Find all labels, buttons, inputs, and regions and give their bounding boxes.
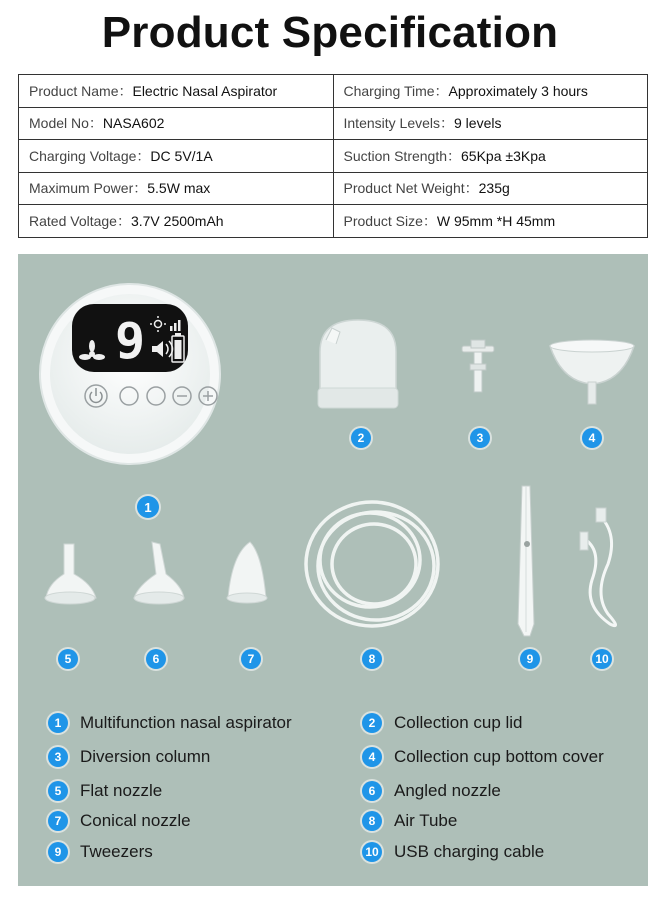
- angled-nozzle: [134, 542, 184, 604]
- legend-label: Flat nozzle: [80, 781, 163, 800]
- spec-table: [18, 74, 648, 238]
- legend-badge: 8: [362, 811, 382, 831]
- badge-8: 8: [362, 649, 382, 669]
- legend-item: [48, 712, 292, 734]
- badge-3: 3: [470, 428, 490, 448]
- legend-item: [362, 810, 457, 832]
- legend-badge: 1: [48, 713, 68, 733]
- air-tube: [306, 502, 438, 626]
- flat-nozzle: [45, 544, 96, 604]
- page-title: Product Specification: [101, 8, 559, 57]
- badge-7: 7: [241, 649, 261, 669]
- legend-label: Collection cup lid: [394, 713, 523, 732]
- spec-cell: Maximum Power：5.5W max: [19, 172, 334, 205]
- badge-9: 9: [520, 649, 540, 669]
- table-row: [19, 172, 648, 205]
- legend-item: [48, 746, 210, 768]
- legend-item: [362, 746, 604, 768]
- badge-1: 1: [137, 496, 159, 518]
- legend-label: USB charging cable: [394, 842, 545, 861]
- badge-5: 5: [58, 649, 78, 669]
- legend-badge: 7: [48, 811, 68, 831]
- legend-badge: 6: [362, 781, 382, 801]
- legend-label: Conical nozzle: [80, 811, 191, 830]
- table-row: [19, 140, 648, 173]
- legend-item: [362, 780, 501, 802]
- components-panel: [18, 254, 648, 886]
- spec-cell: Intensity Levels：9 levels: [333, 107, 648, 140]
- table-row: [19, 107, 648, 140]
- legend-item: [362, 841, 544, 863]
- legend-badge: 5: [48, 781, 68, 801]
- badge-4: 4: [582, 428, 602, 448]
- legend-badge: 9: [48, 842, 68, 862]
- table-row: [19, 75, 648, 108]
- spec-cell: Product Size：W 95mm *H 45mm: [333, 205, 648, 238]
- spec-cell: Product Name：Electric Nasal Aspirator: [19, 75, 334, 108]
- tweezers: [518, 486, 534, 636]
- badge-6: 6: [146, 649, 166, 669]
- spec-cell: Charging Voltage：DC 5V/1A: [19, 140, 334, 173]
- collection-cup-bottom-cover: [550, 340, 634, 404]
- spec-cell: Rated Voltage：3.7V 2500mAh: [19, 205, 334, 238]
- conical-nozzle: [227, 542, 267, 603]
- spec-cell: Model No：NASA602: [19, 107, 334, 140]
- usb-cable: [580, 508, 616, 626]
- legend-badge: 10: [362, 842, 382, 862]
- legend-item: [362, 712, 523, 734]
- legend-badge: 2: [362, 713, 382, 733]
- badge-10: 10: [592, 649, 612, 669]
- legend-badge: 3: [48, 747, 68, 767]
- legend-label: Tweezers: [80, 842, 153, 861]
- legend-badge: 4: [362, 747, 382, 767]
- legend-item: [48, 810, 191, 832]
- legend-label: Angled nozzle: [394, 781, 501, 800]
- spec-cell: Product Net Weight：235g: [333, 172, 648, 205]
- legend-label: Air Tube: [394, 811, 458, 830]
- legend-label: Multifunction nasal aspirator: [80, 713, 292, 732]
- collection-cup-lid: [318, 320, 398, 408]
- display-digit: 9: [114, 312, 146, 370]
- diversion-column: [462, 340, 494, 392]
- badge-2: 2: [351, 428, 371, 448]
- legend-item: [48, 841, 153, 863]
- spec-cell: Charging Time：Approximately 3 hours: [333, 75, 648, 108]
- nasal-aspirator-device: [40, 284, 220, 464]
- legend-label: Collection cup bottom cover: [394, 747, 604, 766]
- legend-item: [48, 780, 162, 802]
- table-row: [19, 205, 648, 238]
- spec-cell: Suction Strength：65Kpa ±3Kpa: [333, 140, 648, 173]
- legend-label: Diversion column: [80, 747, 211, 766]
